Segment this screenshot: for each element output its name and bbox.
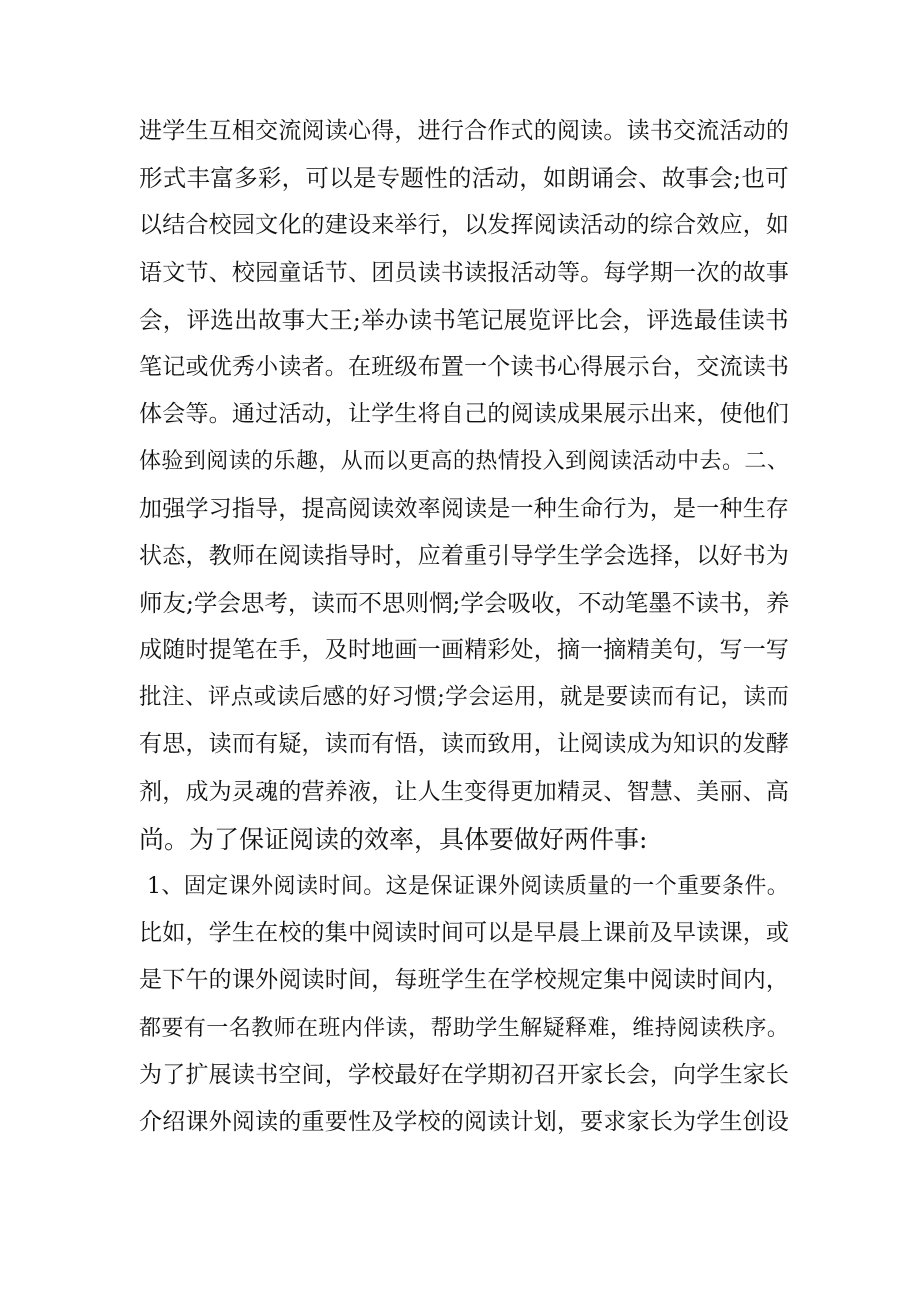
text-line-10: 状 态 ， 教 师 在 阅 读 指 导 时 ， 应 着 重 引 导 学 生 学 会 选 择 ， 以 好 书 为 bbox=[139, 542, 789, 569]
text-line-19: 是 下 午 的 课 外 阅 读 时 间 ， 每 班 学 生 在 学 校 规 定 集 中 阅 读 时 间 内 ， bbox=[139, 967, 789, 994]
text-line-3: 以 结 合 校 园 文 化 的 建 设 来 举 行 ， 以 发 挥 阅 读 活 动 的 综 合 效 应 ， 如 bbox=[139, 212, 789, 239]
text-line-8: 体 验 到 阅 读 的 乐 趣 ， 从 而 以 更 高 的 热 情 投 入 到 阅 读 活 动 中 去 。 二 、 bbox=[139, 449, 789, 475]
text-line-16: 尚。为了保证阅读的效率，具体要做好两件事: bbox=[139, 824, 648, 854]
text-line-18: 比 如 ， 学 生 在 校 的 集 中 阅 读 时 间 可 以 是 早 晨 上 课 前 及 早 读 课 ， 或 bbox=[139, 920, 789, 947]
text-line-14: 有 思 ， 读 而 有 疑 ， 读 而 有 悟 ， 读 而 致 用 ， 让 阅 读 成 为 知 识 的 发 酵 bbox=[139, 731, 789, 758]
text-line-13: 批 注 、 评 点 或 读 后 感 的 好 习 惯 ; 学 会 运 用 ， 就 是 要 读 而 有 记 ， 读 而 bbox=[139, 684, 789, 711]
text-line-6: 笔 记 或 优 秀 小 读 者 。 在 班 级 布 置 一 个 读 书 心 得 展 示 台 ， 交 流 读 书 bbox=[139, 353, 789, 380]
text-line-2: 形 式 丰 富 多 彩 ， 可 以 是 专 题 性 的 活 动 ， 如 朗 诵 会 、 故 事 会 ; 也 可 bbox=[139, 164, 789, 193]
text-line-21: 为 了 扩 展 读 书 空 间 ， 学 校 最 好 在 学 期 初 召 开 家 长 会 ， 向 学 生 家 长 bbox=[139, 1061, 789, 1088]
text-line-9: 加 强 学 习 指 导 ， 提 高 阅 读 效 率 阅 读 是 一 种 生 命 行 为 ， 是 一 种 生 存 bbox=[139, 495, 789, 522]
text-line-5: 会 ， 评 选 出 故 事 大 王 ; 举 办 读 书 笔 记 展 览 评 比 会 ， 评 选 最 佳 读 书 bbox=[139, 305, 789, 334]
text-line-20: 都 要 有 一 名 教 师 在 班 内 伴 读 ， 帮 助 学 生 解 疑 释 难 ， 维 持 阅 读 秩 序 。 bbox=[139, 1015, 789, 1041]
text-line-7: 体 会 等 。 通 过 活 动 ， 让 学 生 将 自 己 的 阅 读 成 果 展 示 出 来 ， 使 他 们 bbox=[139, 401, 789, 428]
text-line-17: 1 、 固 定 课 外 阅 读 时 间 。 这 是 保 证 课 外 阅 读 质 量 的 一 个 重 要 条 件 。 bbox=[147, 874, 789, 899]
text-line-1: 进 学 生 互 相 交 流 阅 读 心 得 ， 进 行 合 作 式 的 阅 读 。 读 书 交 流 活 动 的 bbox=[139, 118, 789, 144]
text-line-22: 介 绍 课 外 阅 读 的 重 要 性 及 学 校 的 阅 读 计 划 ， 要 求 家 长 为 学 生 创 设 bbox=[139, 1108, 789, 1135]
text-line-4: 语 文 节 、 校 园 童 话 节 、 团 员 读 书 读 报 活 动 等 。 每 学 期 一 次 的 故 事 bbox=[139, 259, 789, 286]
body-text bbox=[139, 108, 789, 1146]
text-line-15: 剂 ， 成 为 灵 魂 的 营 养 液 ， 让 人 生 变 得 更 加 精 灵 、 智 慧 、 美 丽 、 高 bbox=[139, 778, 789, 805]
text-line-11: 师 友 ; 学 会 思 考 ， 读 而 不 思 则 惘 ; 学 会 吸 收 ， 不 动 笔 墨 不 读 书 ， 养 bbox=[139, 588, 790, 617]
text-line-12: 成 随 时 提 笔 在 手 ， 及 时 地 画 一 画 精 彩 处 ， 摘 一 摘 精 美 句 ， 写 一 写 bbox=[139, 637, 789, 664]
